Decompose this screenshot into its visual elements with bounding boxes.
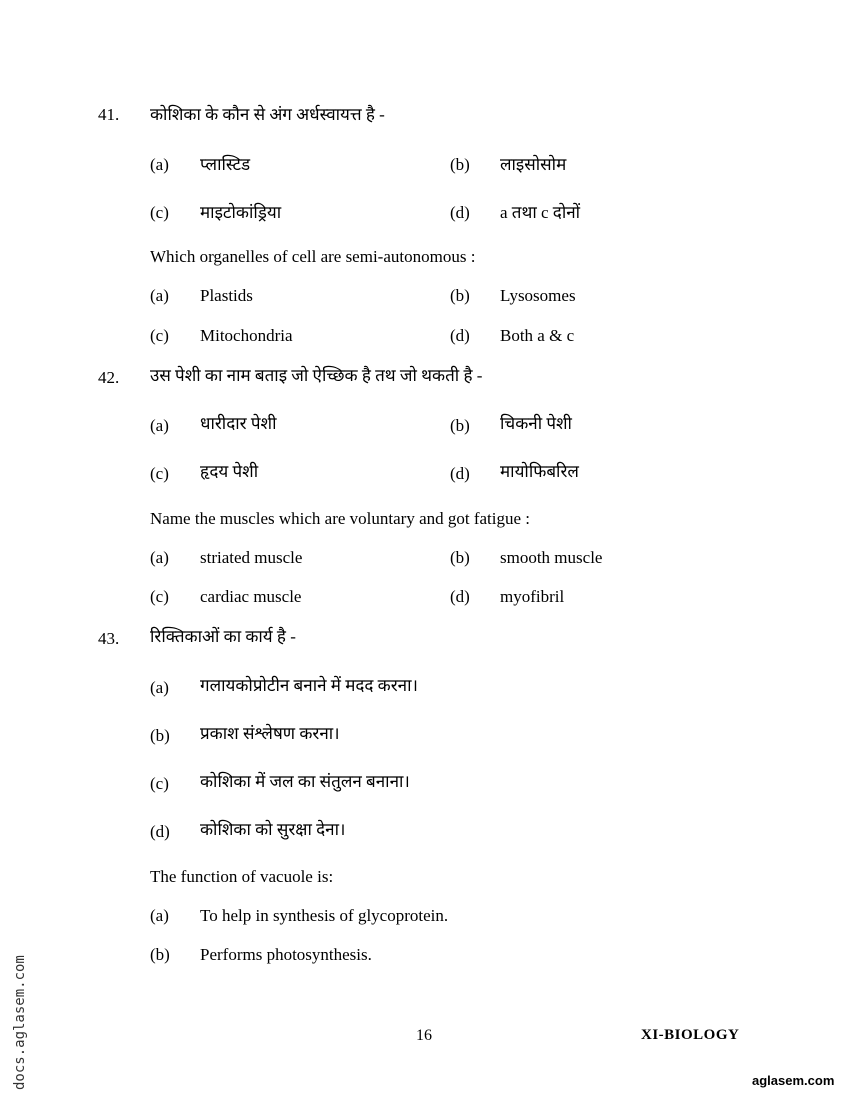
- q43-hindi-option-c: कोशिका में जल का संतुलन बनाना।: [200, 772, 410, 791]
- question-43-hindi: रिक्तिकाओं का कार्य है -: [150, 627, 296, 646]
- q41-english-option-b: Lysosomes: [500, 286, 576, 305]
- q42-hindi-option-a-label: (a): [150, 416, 169, 435]
- q41-hindi-option-b: लाइसोसोम: [500, 155, 567, 174]
- q41-hindi-option-c: माइटोकांड्रिया: [200, 203, 282, 222]
- q43-hindi-option-b: प्रकाश संश्लेषण करना।: [200, 724, 340, 743]
- question-42-number: 42.: [98, 368, 120, 387]
- q42-hindi-option-d-label: (d): [450, 464, 470, 483]
- question-42-hindi: उस पेशी का नाम बताइ जो ऐच्छिक है तथ जो थकती है -: [150, 366, 483, 385]
- q41-english-option-c: Mitochondria: [200, 326, 293, 345]
- q41-hindi-option-a: प्लास्टिड: [200, 155, 251, 174]
- q41-english-option-b-label: (b): [450, 286, 470, 305]
- q42-english-option-d: myofibril: [500, 587, 565, 606]
- brand-watermark: aglasem.com: [752, 1073, 835, 1088]
- q41-english-option-c-label: (c): [150, 326, 169, 345]
- q42-hindi-option-b-label: (b): [450, 416, 470, 435]
- q41-english-option-d: Both a & c: [500, 326, 575, 345]
- question-41-number: 41.: [98, 105, 120, 124]
- q43-english-option-b-label: (b): [150, 945, 170, 964]
- q43-hindi-option-a-label: (a): [150, 678, 169, 697]
- question-43-english: The function of vacuole is:: [150, 867, 334, 886]
- q41-english-option-d-label: (d): [450, 326, 470, 345]
- q42-hindi-option-c-label: (c): [150, 464, 169, 483]
- question-43-number: 43.: [98, 629, 120, 648]
- q42-english-option-c: cardiac muscle: [200, 587, 302, 606]
- q43-hindi-option-c-label: (c): [150, 774, 169, 793]
- q41-hindi-option-b-label: (b): [450, 155, 470, 174]
- q42-english-option-a: striated muscle: [200, 548, 303, 567]
- q42-hindi-option-a: धारीदार पेशी: [200, 414, 277, 433]
- q41-english-option-a-label: (a): [150, 286, 169, 305]
- q41-hindi-option-c-label: (c): [150, 203, 169, 222]
- q43-hindi-option-d-label: (d): [150, 822, 170, 841]
- q42-hindi-option-c: हृदय पेशी: [200, 462, 259, 481]
- page-number: 16: [416, 1027, 432, 1044]
- subject-label: XI-BIOLOGY: [641, 1027, 740, 1043]
- q43-hindi-option-a: गलायकोप्रोटीन बनाने में मदद करना।: [200, 676, 418, 695]
- q42-hindi-option-d: मायोफिबरिल: [500, 462, 579, 481]
- q42-english-option-b-label: (b): [450, 548, 470, 567]
- q42-english-option-d-label: (d): [450, 587, 470, 606]
- q41-hindi-option-a-label: (a): [150, 155, 169, 174]
- q41-hindi-option-d: a तथा c दोनों: [500, 203, 581, 222]
- q43-english-option-b: Performs photosynthesis.: [200, 945, 372, 964]
- question-41-english: Which organelles of cell are semi-autonomous :: [150, 247, 476, 266]
- question-41-hindi: कोशिका के कौन से अंग अर्धस्वायत्त है -: [150, 105, 385, 124]
- question-42-english: Name the muscles which are voluntary and got fatigue :: [150, 509, 531, 528]
- q42-english-option-b: smooth muscle: [500, 548, 603, 567]
- side-watermark: docs.aglasem.com: [12, 955, 28, 1090]
- q43-hindi-option-b-label: (b): [150, 726, 170, 745]
- q41-english-option-a: Plastids: [200, 286, 253, 305]
- q42-english-option-c-label: (c): [150, 587, 169, 606]
- q43-english-option-a: To help in synthesis of glycoprotein.: [200, 906, 449, 925]
- q43-hindi-option-d: कोशिका को सुरक्षा देना।: [200, 820, 346, 839]
- q42-english-option-a-label: (a): [150, 548, 169, 567]
- q41-hindi-option-d-label: (d): [450, 203, 470, 222]
- q43-english-option-a-label: (a): [150, 906, 169, 925]
- q42-hindi-option-b: चिकनी पेशी: [500, 414, 572, 433]
